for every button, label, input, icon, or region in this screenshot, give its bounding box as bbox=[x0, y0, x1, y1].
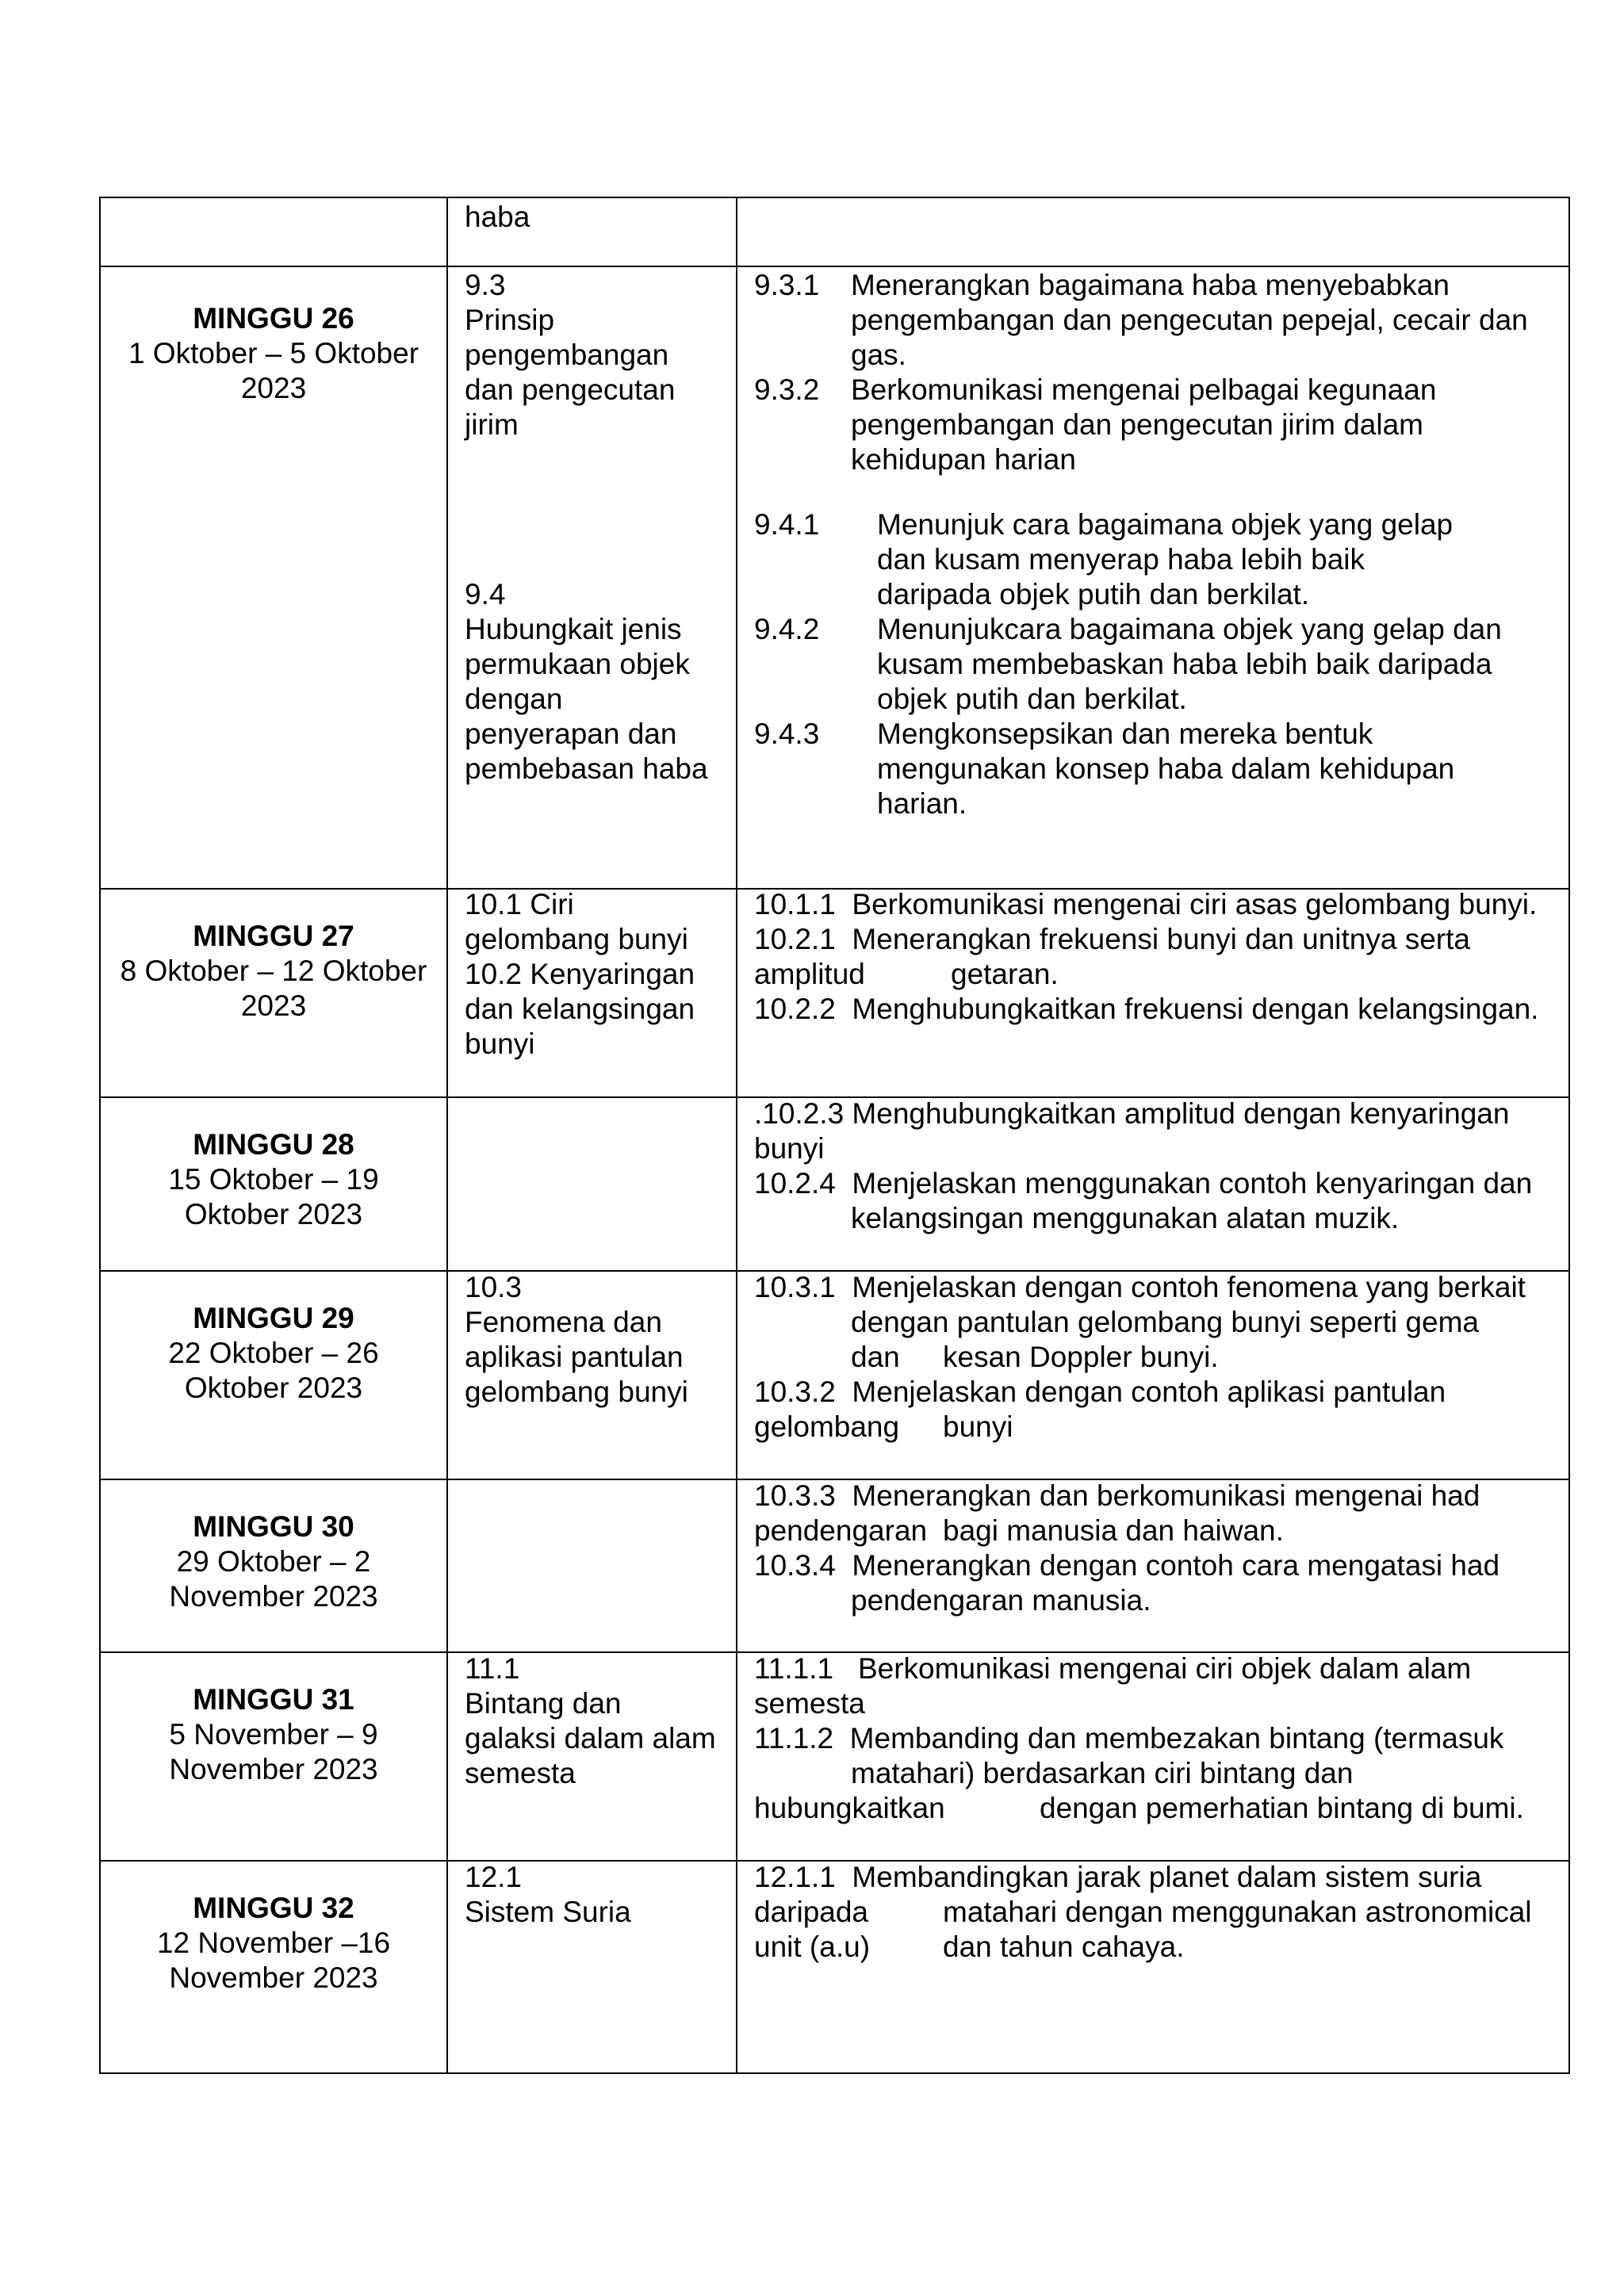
topic-text: Fenomena dan bbox=[465, 1306, 662, 1338]
week-dates: November 2023 bbox=[169, 1753, 378, 1785]
outcome-text: dan kusam menyerap haba lebih baik bbox=[877, 543, 1365, 576]
schedule-table bbox=[99, 197, 1570, 2074]
topic-text: 9.3 bbox=[465, 269, 506, 301]
outcome-text: bunyi bbox=[754, 1132, 825, 1165]
topic-text: semesta bbox=[465, 1757, 576, 1789]
topic-text: pembebasan haba bbox=[465, 752, 708, 785]
outcome-text: dan bbox=[851, 1341, 900, 1373]
week-dates: 5 November – 9 bbox=[169, 1718, 378, 1751]
topic-text: 10.1 Ciri bbox=[465, 888, 574, 920]
week-dates: November 2023 bbox=[169, 1961, 378, 1994]
outcome-text: hubungkaitkan bbox=[754, 1792, 945, 1824]
outcome-text: bagi manusia dan haiwan. bbox=[943, 1514, 1284, 1547]
outcome-text: gas. bbox=[851, 339, 906, 371]
outcome-text: .10.2.3 Menghubungkaitkan amplitud dengan kenyaringan bbox=[754, 1097, 1510, 1130]
outcome-text: mengunakan konsep haba dalam kehidupan bbox=[877, 752, 1455, 785]
week-dates: 12 November –16 bbox=[156, 1927, 391, 1959]
topic-text: dengan bbox=[465, 683, 563, 715]
outcome-text: dan tahun cahaya. bbox=[943, 1931, 1185, 1963]
outcome-text: daripada bbox=[754, 1896, 869, 1928]
outcome-text: 10.2.4 Menjelaskan menggunakan contoh kenyaringan dan bbox=[754, 1167, 1533, 1200]
outcome-text: kehidupan harian bbox=[851, 443, 1076, 476]
topic-text: 11.1 bbox=[465, 1652, 520, 1685]
outcome-text: Menunjuk cara bagaimana objek yang gelap bbox=[877, 508, 1454, 541]
week-label: MINGGU 26 bbox=[193, 302, 354, 335]
outcome-text: 10.3.3 Menerangkan dan berkomunikasi mengenai had bbox=[754, 1479, 1480, 1512]
outcome-text: 10.3.4 Menerangkan dengan contoh cara mengatasi had bbox=[754, 1549, 1500, 1582]
topic-text: permukaan objek bbox=[465, 648, 690, 680]
week-dates: 2023 bbox=[240, 372, 307, 404]
outcome-code: 9.3.2 bbox=[754, 373, 820, 406]
topic-text: 12.1 bbox=[465, 1861, 523, 1893]
topic-text: Sistem Suria bbox=[465, 1896, 631, 1928]
outcome-code: 9.4.2 bbox=[754, 613, 820, 645]
topic-text: penyerapan dan bbox=[465, 718, 677, 750]
outcome-text: 10.2.2 Menghubungkaitkan frekuensi dengan kelangsingan. bbox=[754, 993, 1539, 1025]
outcome-text: 11.1.2 Membanding dan membezakan bintang (termasuk bbox=[754, 1722, 1504, 1755]
outcome-text: Berkomunikasi mengenai pelbagai kegunaan bbox=[851, 373, 1437, 406]
outcome-text: getaran. bbox=[951, 958, 1059, 990]
outcome-text: unit (a.u) bbox=[754, 1931, 871, 1963]
topic-text: jirim bbox=[465, 408, 519, 441]
outcome-text: semesta bbox=[754, 1687, 865, 1720]
topic-text: gelombang bunyi bbox=[465, 923, 688, 955]
outcome-text: 10.1.1 Berkomunikasi mengenai ciri asas gelombang bunyi. bbox=[754, 888, 1538, 920]
topic-text: Hubungkait jenis bbox=[465, 613, 682, 645]
outcome-text: gelombang bbox=[754, 1410, 900, 1443]
outcome-text: 10.3.1 Menjelaskan dengan contoh fenomena yang berkait bbox=[754, 1271, 1526, 1303]
outcome-text: matahari dengan menggunakan astronomical bbox=[943, 1896, 1532, 1928]
week-dates: 1 Oktober – 5 Oktober bbox=[128, 337, 419, 369]
topic-text: gelombang bunyi bbox=[465, 1376, 688, 1408]
outcome-text: pengembangan dan pengecutan jirim dalam bbox=[851, 408, 1424, 441]
outcome-text: pengembangan dan pengecutan pepejal, cecair dan bbox=[851, 304, 1528, 336]
week-dates: November 2023 bbox=[169, 1580, 378, 1613]
topic-text: Prinsip bbox=[465, 304, 555, 336]
week-label: MINGGU 29 bbox=[193, 1302, 354, 1334]
topic-text: pengembangan bbox=[465, 339, 669, 371]
topic-text: bunyi bbox=[465, 1027, 535, 1060]
outcome-code: 9.4.1 bbox=[754, 508, 820, 541]
column-divider bbox=[736, 198, 737, 2072]
outcome-text: 12.1.1 Membandingkan jarak planet dalam sistem suria bbox=[754, 1861, 1482, 1893]
outcome-text: bunyi bbox=[943, 1410, 1013, 1443]
outcome-text: kelangsingan menggunakan alatan muzik. bbox=[851, 1202, 1400, 1234]
week-dates: 2023 bbox=[240, 989, 307, 1022]
outcome-text: kesan Doppler bunyi. bbox=[943, 1341, 1219, 1373]
topic-text: 9.4 bbox=[465, 578, 506, 610]
week-dates: 8 Oktober – 12 Oktober bbox=[120, 955, 427, 987]
outcome-code: 9.4.3 bbox=[754, 718, 820, 750]
week-dates: Oktober 2023 bbox=[184, 1198, 363, 1230]
outcome-text: amplitud bbox=[754, 958, 865, 990]
week-dates: Oktober 2023 bbox=[184, 1372, 363, 1404]
outcome-text: dengan pantulan gelombang bunyi seperti gema bbox=[851, 1306, 1479, 1338]
topic-text: haba bbox=[465, 201, 530, 233]
week-dates: 15 Oktober – 19 bbox=[168, 1163, 379, 1196]
row-divider bbox=[101, 266, 1568, 267]
outcome-text: matahari) berdasarkan ciri bintang dan bbox=[851, 1757, 1354, 1789]
outcome-code: 9.3.1 bbox=[754, 269, 820, 301]
outcome-text: kusam membebaskan haba lebih baik daripada bbox=[877, 648, 1492, 680]
outcome-text: 10.2.1 Menerangkan frekuensi bunyi dan unitnya serta bbox=[754, 923, 1470, 955]
week-dates: 22 Oktober – 26 bbox=[168, 1337, 379, 1369]
week-label: MINGGU 31 bbox=[193, 1683, 354, 1716]
topic-text: 10.2 Kenyaringan bbox=[465, 958, 695, 990]
topic-text: 10.3 bbox=[465, 1271, 523, 1303]
week-label: MINGGU 30 bbox=[193, 1510, 354, 1543]
outcome-text: harian. bbox=[877, 787, 967, 820]
week-label: MINGGU 28 bbox=[193, 1128, 354, 1161]
topic-text: Bintang dan bbox=[465, 1687, 622, 1720]
topic-text: aplikasi pantulan bbox=[465, 1341, 684, 1373]
week-dates: 29 Oktober – 2 bbox=[176, 1545, 371, 1578]
outcome-text: 10.3.2 Menjelaskan dengan contoh aplikasi pantulan bbox=[754, 1376, 1446, 1408]
week-label: MINGGU 32 bbox=[193, 1892, 354, 1924]
outcome-text: pendengaran manusia. bbox=[851, 1584, 1151, 1617]
outcome-text: dengan pemerhatian bintang di bumi. bbox=[1040, 1792, 1524, 1824]
outcome-text: Menerangkan bagaimana haba menyebabkan bbox=[851, 269, 1450, 301]
topic-text: dan pengecutan bbox=[465, 373, 676, 406]
outcome-text: Menunjukcara bagaimana objek yang gelap dan bbox=[877, 613, 1502, 645]
outcome-text: objek putih dan berkilat. bbox=[877, 683, 1187, 715]
topic-text: dan kelangsingan bbox=[465, 993, 695, 1025]
topic-text: galaksi dalam alam bbox=[465, 1722, 716, 1755]
outcome-text: daripada objek putih dan berkilat. bbox=[877, 578, 1310, 610]
outcome-text: pendengaran bbox=[754, 1514, 928, 1547]
outcome-text: 11.1.1 Berkomunikasi mengenai ciri objek dalam alam bbox=[754, 1652, 1472, 1685]
column-divider bbox=[446, 198, 448, 2072]
week-label: MINGGU 27 bbox=[193, 920, 354, 952]
outcome-text: Mengkonsepsikan dan mereka bentuk bbox=[877, 718, 1373, 750]
